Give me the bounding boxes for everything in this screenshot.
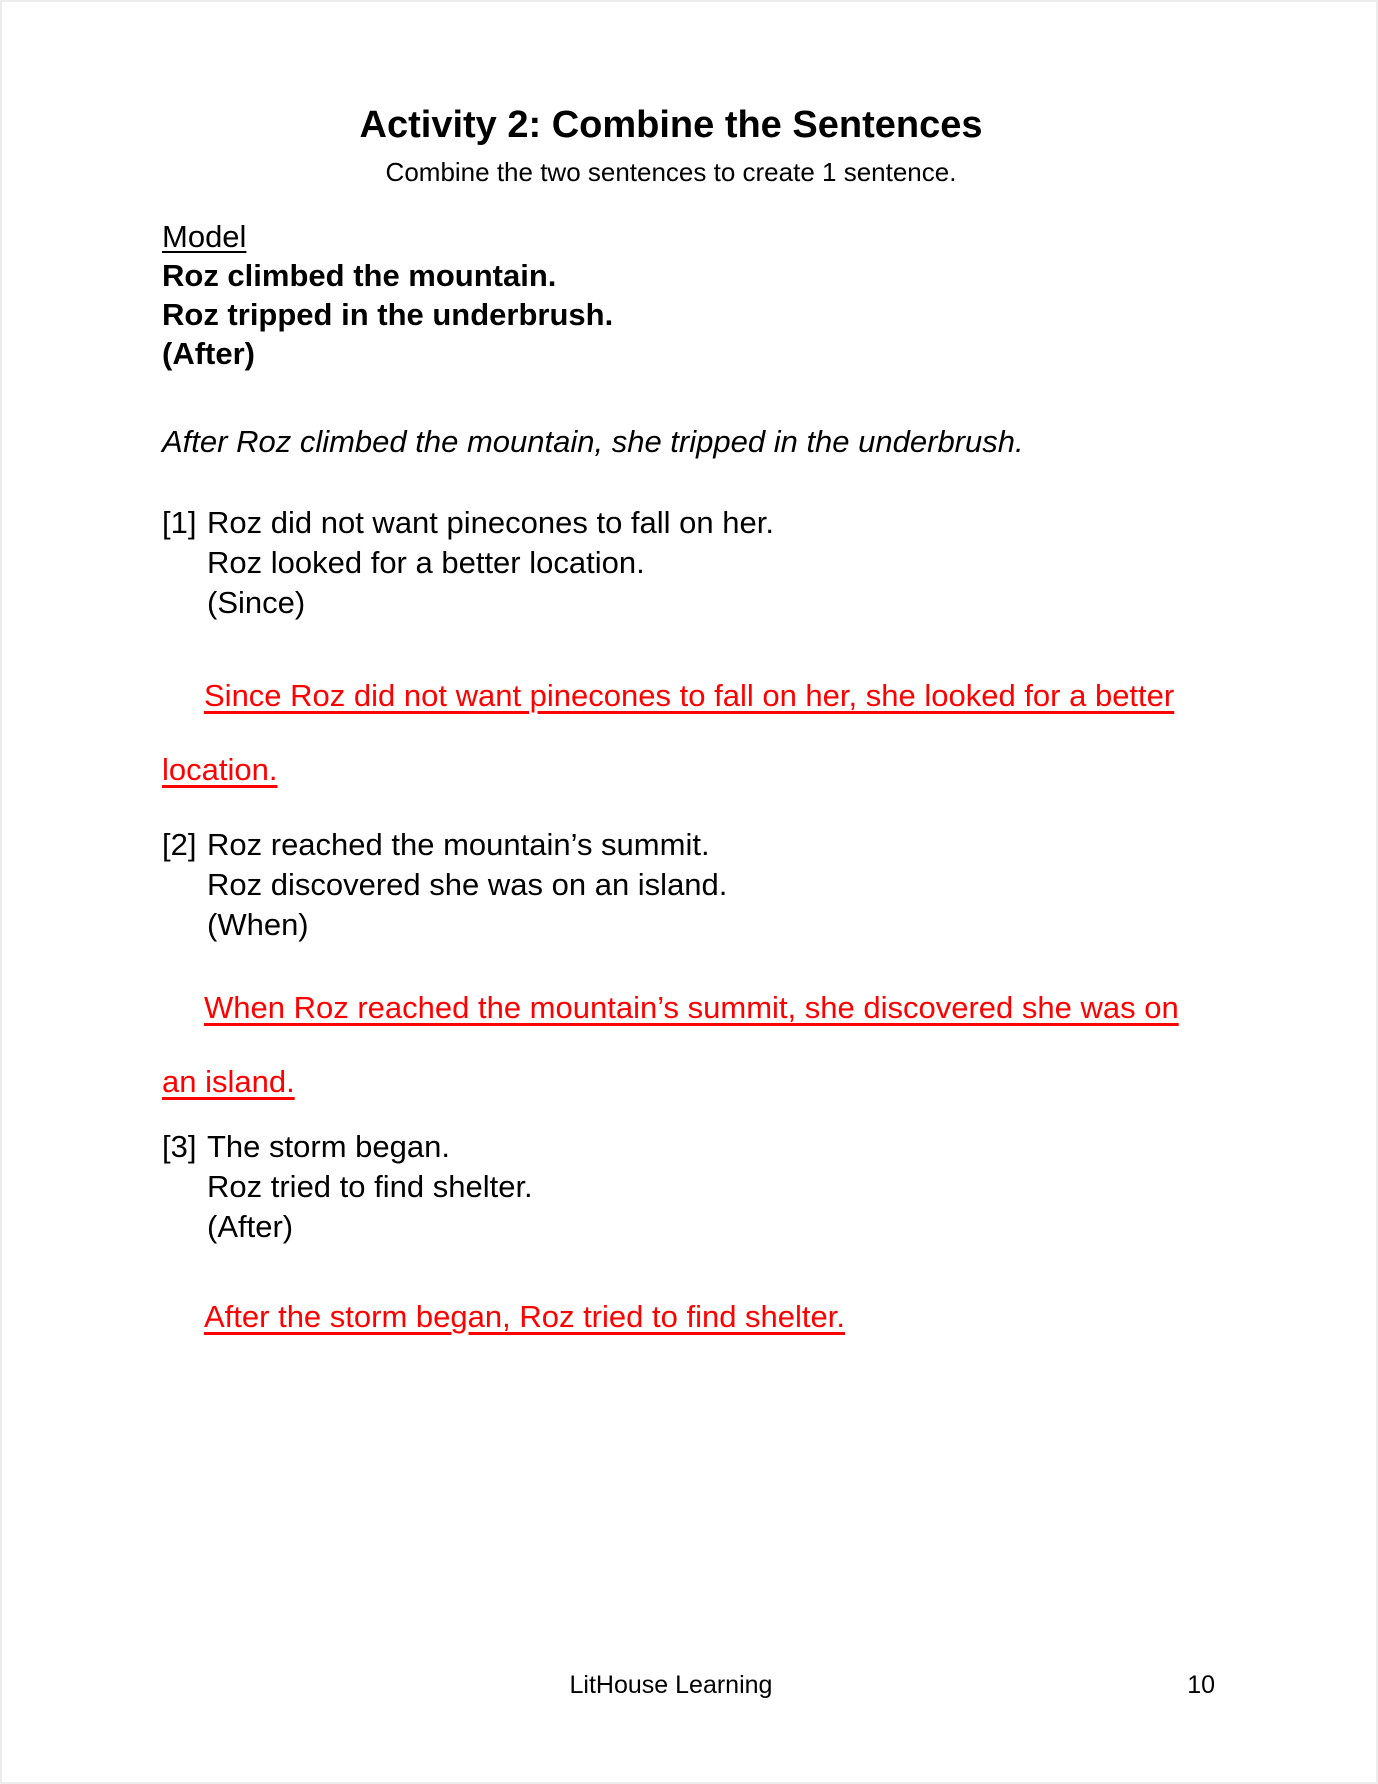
item-connector: (After) bbox=[207, 1209, 294, 1244]
item-number: [3] bbox=[162, 1129, 197, 1164]
model-sentence-2: Roz tripped in the underbrush. bbox=[162, 297, 614, 332]
item-sentence-2: Roz looked for a better location. bbox=[207, 545, 645, 580]
item-connector: (When) bbox=[207, 907, 309, 942]
exercise-item-3 bbox=[162, 1127, 1180, 1247]
item-sentence-2: Roz tried to find shelter. bbox=[207, 1169, 533, 1204]
page-title: Activity 2: Combine the Sentences bbox=[359, 104, 983, 146]
item-sentence-1: The storm began. bbox=[207, 1129, 450, 1164]
footer-brand: LitHouse Learning bbox=[569, 1671, 773, 1699]
model-sentence-1: Roz climbed the mountain. bbox=[162, 258, 557, 293]
answer-2 bbox=[162, 971, 1180, 1119]
item-sentence-1: Roz reached the mountain’s summit. bbox=[207, 827, 710, 862]
item-sentence-2: Roz discovered she was on an island. bbox=[207, 867, 728, 902]
item-number: [2] bbox=[162, 827, 197, 862]
answer-line-1: Since Roz did not want pinecones to fall on her, she looked for a better bbox=[204, 678, 1175, 713]
model-label: Model bbox=[162, 219, 247, 254]
model-connector: (After) bbox=[162, 336, 255, 371]
exercise-item-2 bbox=[162, 825, 1180, 945]
exercise-item-1 bbox=[162, 503, 1180, 623]
instructions-subtitle: Combine the two sentences to create 1 sentence. bbox=[385, 157, 957, 187]
page-footer bbox=[162, 1670, 1215, 1700]
answer-line-1: When Roz reached the mountain’s summit, she discovered she was on bbox=[204, 990, 1179, 1025]
answer-line-2: an island. bbox=[162, 1064, 295, 1099]
model-section bbox=[162, 217, 1180, 373]
item-number: [1] bbox=[162, 505, 197, 540]
page-number: 10 bbox=[1187, 1671, 1215, 1699]
answer-line-1: After the storm began, Roz tried to find shelter. bbox=[204, 1299, 845, 1334]
answer-line-2: location. bbox=[162, 752, 278, 787]
answer-3 bbox=[162, 1280, 1180, 1354]
answer-1 bbox=[162, 659, 1180, 807]
item-sentence-1: Roz did not want pinecones to fall on her. bbox=[207, 505, 774, 540]
item-connector: (Since) bbox=[207, 585, 306, 620]
model-example-answer: After Roz climbed the mountain, she tripped in the underbrush. bbox=[162, 424, 1024, 459]
